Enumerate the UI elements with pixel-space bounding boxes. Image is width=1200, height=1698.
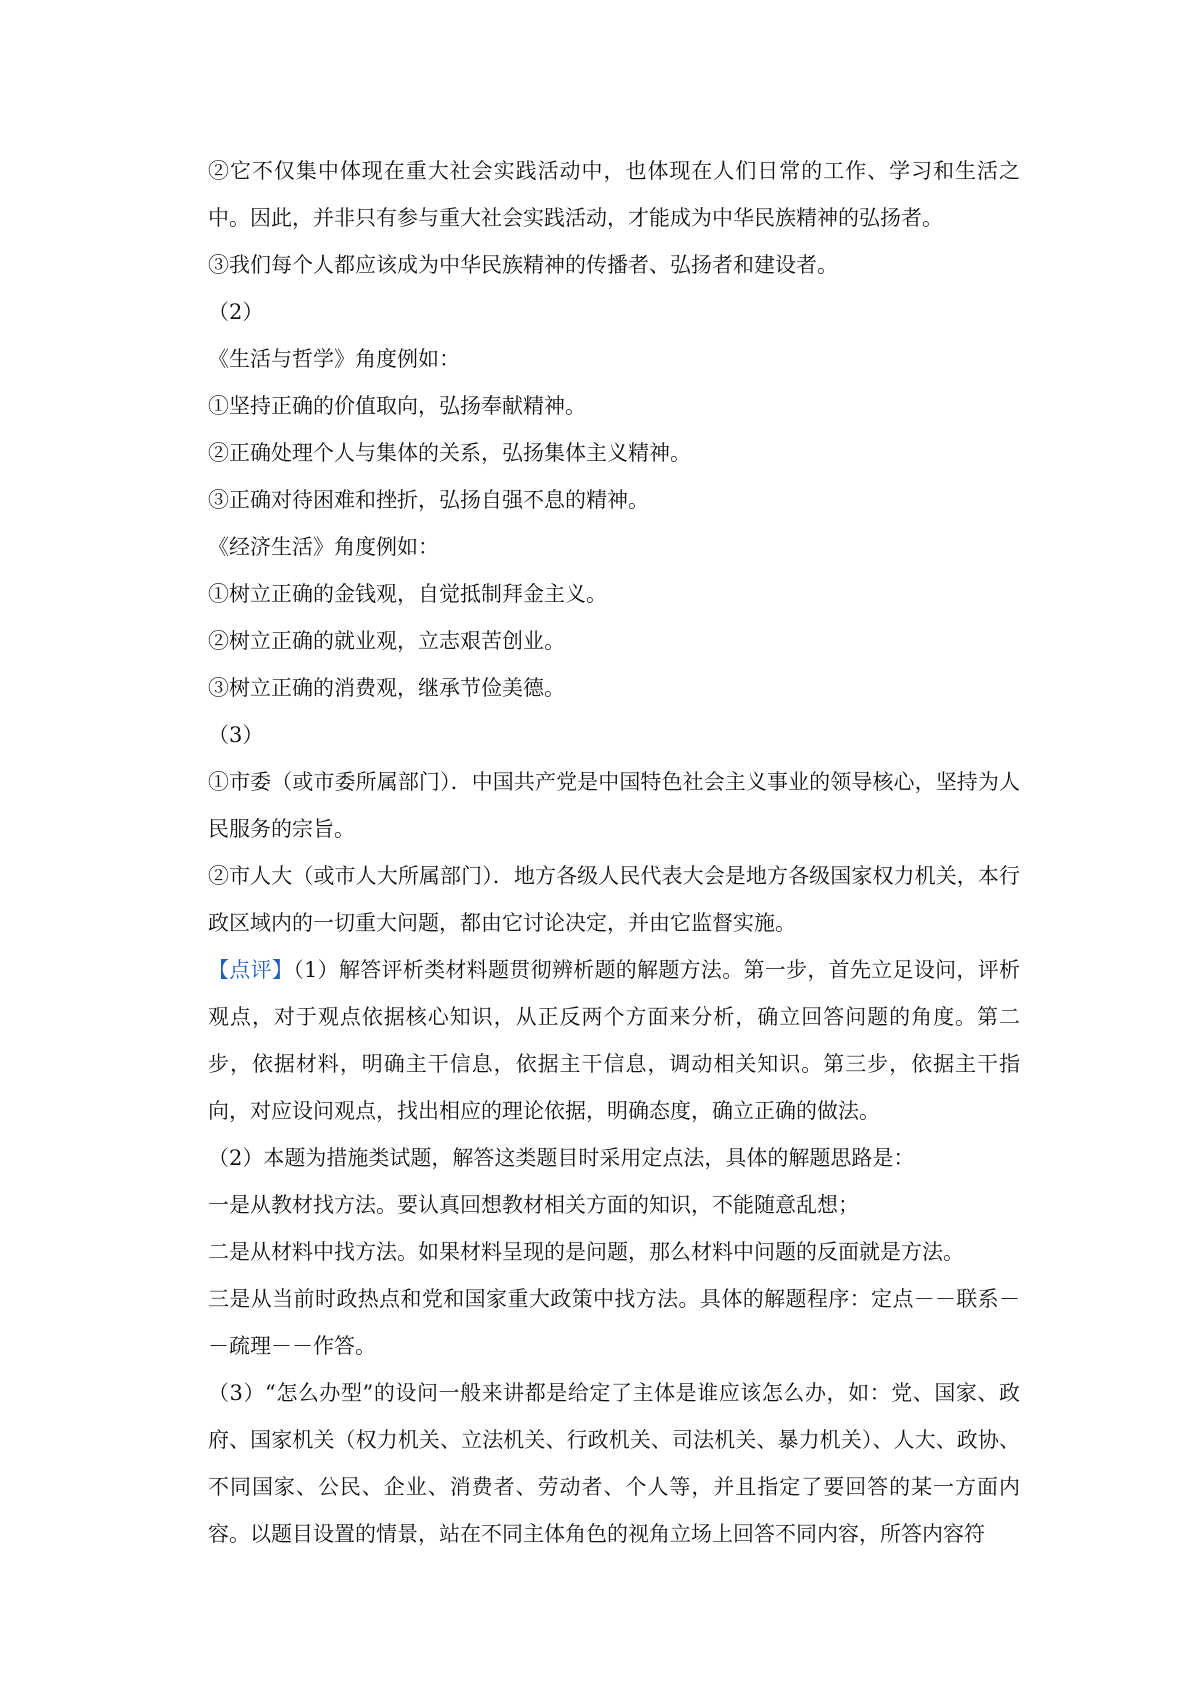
section-number: （3）: [208, 723, 264, 747]
comment-paragraph: [208, 947, 1020, 1135]
paragraph: ②树立正确的就业观，立志艰苦创业。: [208, 629, 565, 653]
paragraph: ②市人大（或市人大所属部门）．地方各级人民代表大会是地方各级国家权力机关，本行政区域内的一切重大问题，都由它讨论决定，并由它监督实施。: [208, 864, 1020, 935]
paragraph: 《经济生活》角度例如：: [208, 535, 439, 559]
paragraph: 《生活与哲学》角度例如：: [208, 347, 460, 371]
paragraph: 三是从当前时政热点和党和国家重大政策中找方法。具体的解题程序：定点－－联系－－疏理－－作答。: [208, 1287, 1020, 1358]
paragraph: ③正确对待困难和挫折，弘扬自强不息的精神。: [208, 488, 649, 512]
paragraph: 二是从材料中找方法。如果材料呈现的是问题，那么材料中问题的反面就是方法。: [208, 1240, 964, 1264]
paragraph: （3）“怎么办型”的设问一般来讲都是给定了主体是谁应该怎么办，如：党、国家、政府、国家机关（权力机关、立法机关、行政机关、司法机关、暴力机关）、人大、政协、不同国家、公民、企业、消费者、劳动者、个人等，并且指定了要回答的某一方面内容。以题目设置的情景，站在不同主体角色的视角立场上回答不同内容，所答内容符: [208, 1381, 1020, 1546]
paragraph: ②它不仅集中体现在重大社会实践活动中，也体现在人们日常的工作、学习和生活之中。因此，并非只有参与重大社会实践活动，才能成为中华民族精神的弘扬者。: [208, 159, 1020, 230]
section-number: （2）: [208, 300, 264, 324]
comment-text: （1）解答评析类材料题贯彻辨析题的解题方法。第一步，首先立足设问，评析观点，对于观点依据核心知识，从正反两个方面来分析，确立回答问题的角度。第二步，依据材料，明确主干信息，依据主干信息，调动相关知识。第三步，依据主干指向，对应设问观点，找出相应的理论依据，明确态度，确立正确的做法。: [208, 958, 1021, 1123]
paragraph: ①坚持正确的价值取向，弘扬奉献精神。: [208, 394, 586, 418]
comment-tag: 【点评】: [208, 958, 294, 982]
paragraph: ②正确处理个人与集体的关系，弘扬集体主义精神。: [208, 441, 691, 465]
paragraph: （2）本题为措施类试题，解答这类题目时采用定点法，具体的解题思路是：: [208, 1146, 915, 1170]
paragraph: ③树立正确的消费观，继承节俭美德。: [208, 676, 565, 700]
paragraph: 一是从教材找方法。要认真回想教材相关方面的知识，不能随意乱想；: [208, 1193, 859, 1217]
paragraph: ③我们每个人都应该成为中华民族精神的传播者、弘扬者和建设者。: [208, 253, 838, 277]
paragraph: ①市委（或市委所属部门）．中国共产党是中国特色社会主义事业的领导核心，坚持为人民服务的宗旨。: [208, 770, 1020, 841]
paragraph: ①树立正确的金钱观，自觉抵制拜金主义。: [208, 582, 607, 606]
document-body: [208, 148, 1020, 1558]
